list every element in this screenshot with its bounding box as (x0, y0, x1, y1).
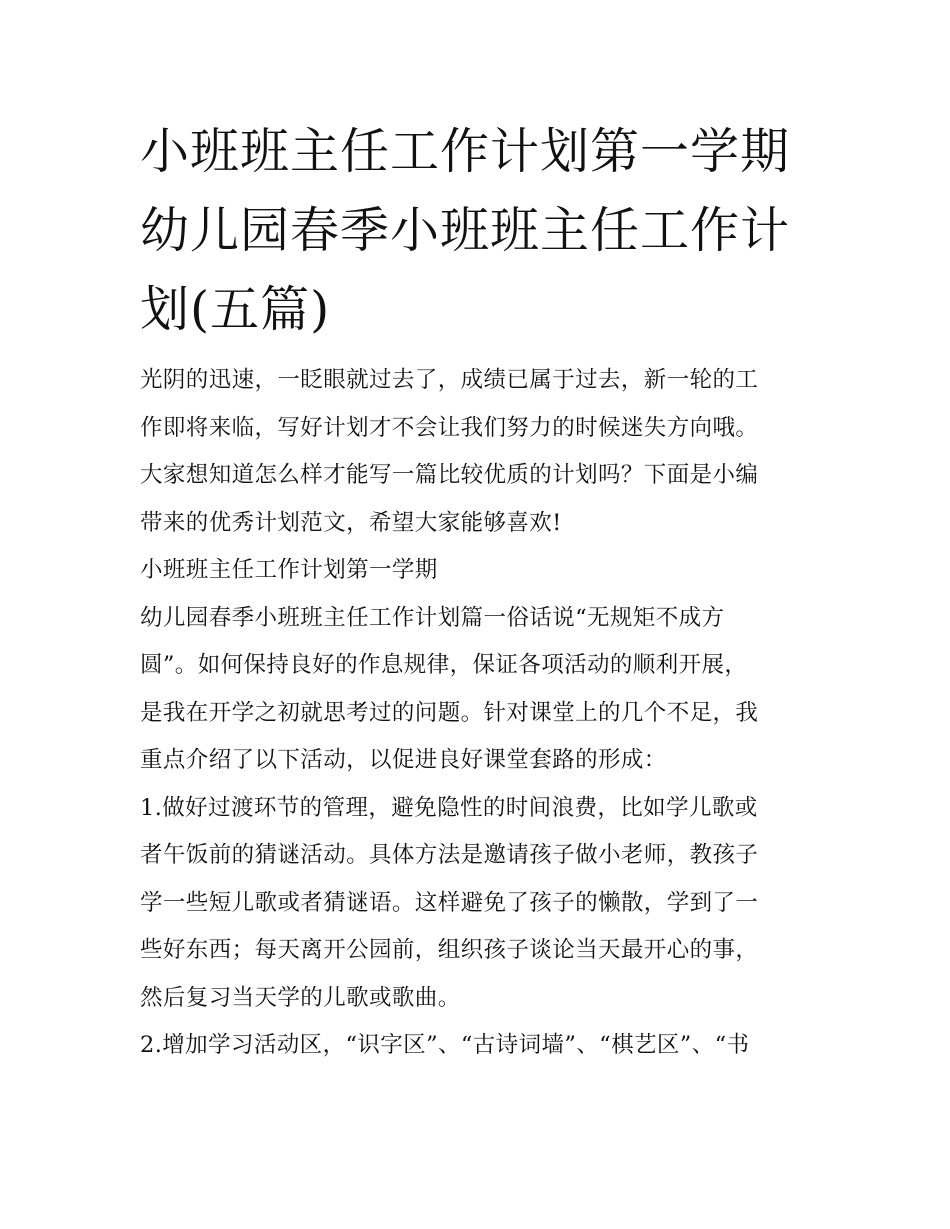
body-line: 圆”。如何保持良好的作息规律，保证各项活动的顺利开展， (140, 652, 748, 678)
document-body (140, 357, 830, 1070)
body-line: 是我在开学之初就思考过的问题。针对课堂上的几个不足，我 (140, 699, 759, 726)
body-line: 2.增加学习活动区，“识字区”、“古诗词墙”、“棋艺区”、“书 (140, 1032, 750, 1058)
body-line: 些好东西；每天离开公园前，组织孩子谈论当天最开心的事， (140, 937, 759, 963)
section-heading: 小班班主任工作计划第一学期 (140, 557, 438, 583)
body-line: 重点介绍了以下活动，以促进良好课堂套路的形成： (140, 747, 667, 773)
document-title (140, 112, 830, 349)
body-line: 作即将来临，写好计划才不会让我们努力的时候迷失方向哦。 (140, 414, 759, 441)
body-line: 然后复习当天学的儿歌或歌曲。 (140, 984, 461, 1011)
title-line: 小班班主任工作计划第一学期 (140, 123, 791, 180)
body-line: 学一些短儿歌或者猜谜语。这样避免了孩子的懒散，学到了一 (140, 889, 759, 916)
body-line: 者午饭前的猜谜活动。具体方法是邀请孩子做小老师，教孩子 (140, 842, 759, 868)
body-line: 带来的优秀计划范文，希望大家能够喜欢! (140, 509, 562, 536)
body-line: 1.做好过渡环节的管理，避免隐性的时间浪费，比如学儿歌或 (140, 794, 758, 821)
body-line: 幼儿园春季小班班主任工作计划篇一俗话说“无规矩不成方 (140, 604, 725, 631)
title-line: 幼儿园春季小班班主任工作计 (140, 202, 791, 259)
body-line: 大家想知道怎么样才能写一篇比较优质的计划吗？下面是小编 (140, 462, 759, 488)
title-line: 划(五篇) (140, 281, 331, 338)
body-line: 光阴的迅速，一眨眼就过去了，成绩已属于过去，新一轮的工 (140, 367, 759, 393)
